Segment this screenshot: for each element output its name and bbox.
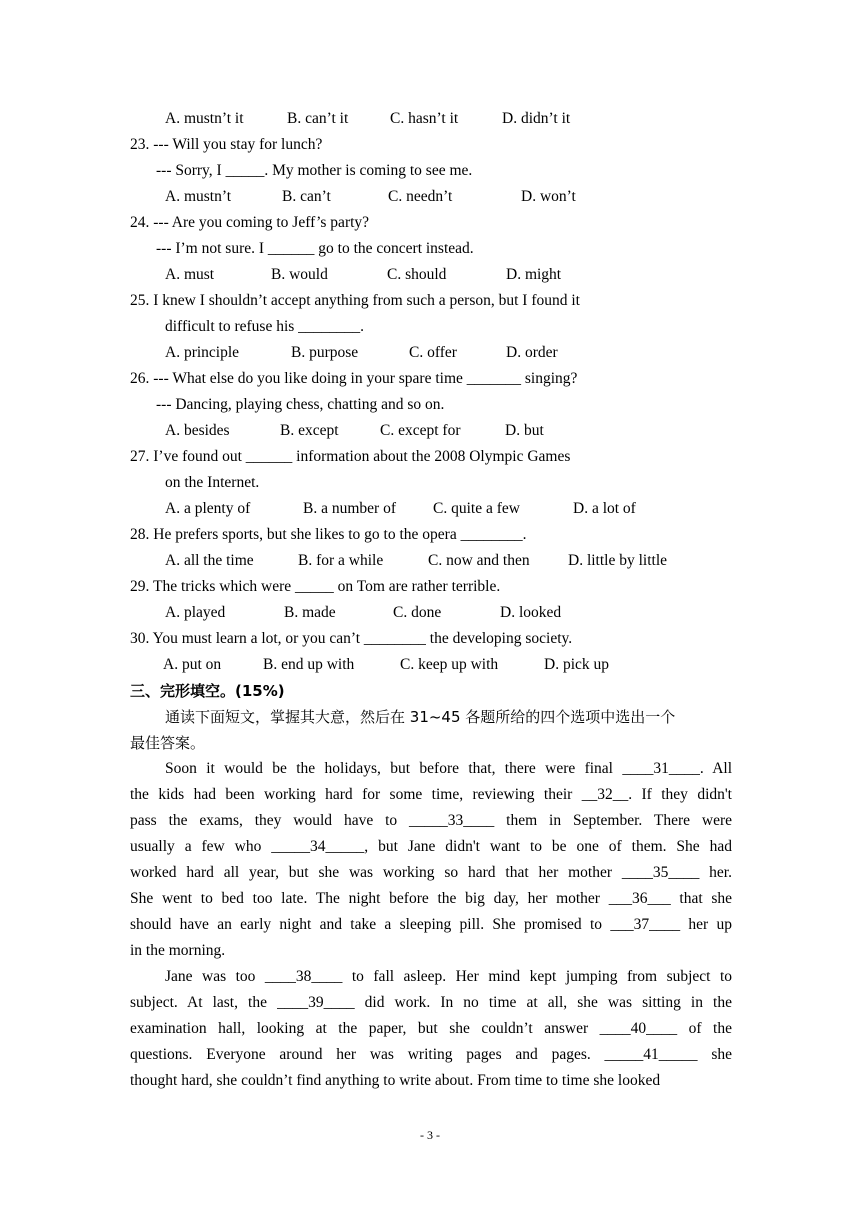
option-c: C. should <box>387 266 447 283</box>
q27-options <box>165 496 767 522</box>
passage-text: her up <box>680 916 732 933</box>
option-a: A. principle <box>165 344 240 361</box>
passage-line <box>165 756 732 782</box>
option-a: A. mustn’t it <box>165 110 244 127</box>
passage-line <box>130 1042 732 1068</box>
passage-text: , but Jane didn't want to be one of them. She had <box>364 838 732 855</box>
passage-text: Jane was too <box>165 968 265 985</box>
option-c: C. keep up with <box>400 656 499 673</box>
blank-39: ____39____ <box>277 994 355 1011</box>
passage-text: . All <box>699 760 732 777</box>
option-d: D. but <box>505 422 544 439</box>
passage-text: Soon it would be the holidays, but before that, there were final <box>165 760 623 777</box>
passage-line <box>130 808 732 834</box>
passage-line <box>130 834 732 860</box>
blank-31: ____31____ <box>622 760 700 777</box>
question-27: 27. I’ve found out ______ information about the 2008 Olympic Games <box>130 448 571 465</box>
passage-text: that she <box>670 890 732 907</box>
option-c: C. offer <box>409 344 457 361</box>
passage-text: of the <box>677 1020 732 1037</box>
blank-37: ___37____ <box>610 916 681 933</box>
section-heading: 三、完形填空。(15%) <box>130 682 285 700</box>
option-b: B. would <box>271 266 328 283</box>
option-d: D. won’t <box>521 188 576 205</box>
q26-options <box>165 418 767 444</box>
option-b: B. made <box>284 604 336 621</box>
instruction-line-1: 通读下面短文，掌握其大意，然后在 31~45 各题所给的四个选项中选出一个 <box>165 708 676 726</box>
passage-line <box>130 912 732 938</box>
option-b: B. for a while <box>298 552 384 569</box>
option-a: A. mustn’t <box>165 188 232 205</box>
question-28: 28. He prefers sports, but she likes to go to the opera ________. <box>130 526 527 543</box>
option-d: D. looked <box>500 604 562 621</box>
option-a: A. all the time <box>165 552 254 569</box>
q25-options <box>165 340 767 366</box>
question-27-cont: on the Internet. <box>165 474 260 491</box>
question-29: 29. The tricks which were _____ on Tom are rather terrible. <box>130 578 501 595</box>
instruction-line-2: 最佳答案。 <box>130 734 206 752</box>
passage-text: her. <box>699 864 732 881</box>
option-b: B. purpose <box>291 344 359 361</box>
passage-text: pass the exams, they would have to <box>130 812 410 829</box>
passage-text: questions. Everyone around her was writing pages and pages. <box>130 1046 605 1063</box>
question-24: 24. --- Are you coming to Jeff’s party? <box>130 214 370 231</box>
passage-text: usually a few who <box>130 838 272 855</box>
passage-text: examination hall, looking at the paper, but she couldn’t answer <box>130 1020 600 1037</box>
passage-line <box>130 938 732 964</box>
blank-36: ___36___ <box>608 890 671 907</box>
passage-text: in the morning. <box>130 942 226 959</box>
passage-line <box>130 782 732 808</box>
passage-text: she <box>697 1046 732 1063</box>
option-d: D. pick up <box>544 656 610 673</box>
passage-text: She went to bed too late. The night before the big day, her mother <box>130 890 609 907</box>
blank-33: _____33____ <box>409 812 495 829</box>
option-a: A. put on <box>163 656 222 673</box>
passage-text: did work. In no time at all, she was sitting in the <box>354 994 732 1011</box>
blank-38: ____38____ <box>264 968 343 985</box>
passage-line <box>130 990 732 1016</box>
option-c: C. quite a few <box>433 500 520 517</box>
blank-34: _____34_____ <box>271 838 365 855</box>
q30-options <box>163 652 765 678</box>
option-d: D. didn’t it <box>502 110 571 127</box>
option-b: B. except <box>280 422 339 439</box>
passage-line <box>165 964 732 990</box>
option-d: D. a lot of <box>573 500 636 517</box>
q23-options <box>165 184 767 210</box>
passage-text: the kids had been working hard for some time, reviewing their <box>130 786 582 803</box>
question-26-reply: --- Dancing, playing chess, chatting and so on. <box>156 396 445 413</box>
passage-text: them in September. There were <box>494 812 732 829</box>
option-d: D. order <box>506 344 558 361</box>
passage-text: worked hard all year, but she was working so hard that her mother <box>130 864 622 881</box>
question-30: 30. You must learn a lot, or you can’t ________ the developing society. <box>130 630 573 647</box>
question-25-cont: difficult to refuse his ________. <box>165 318 365 335</box>
passage-text: thought hard, she couldn’t find anything to write about. From time to time she looked <box>130 1072 661 1089</box>
passage-line <box>130 886 732 912</box>
option-c: C. needn’t <box>388 188 453 205</box>
q29-options <box>165 600 767 626</box>
question-25: 25. I knew I shouldn’t accept anything from such a person, but I found it <box>130 292 580 309</box>
passage-text: to fall asleep. Her mind kept jumping from subject to <box>342 968 733 985</box>
question-26: 26. --- What else do you like doing in your spare time _______ singing? <box>130 370 578 387</box>
option-b: B. can’t it <box>287 110 349 127</box>
q28-options <box>165 548 767 574</box>
passage-line <box>130 860 732 886</box>
option-b: B. end up with <box>263 656 355 673</box>
option-b: B. can’t <box>282 188 331 205</box>
q22-options <box>165 106 767 132</box>
option-b: B. a number of <box>303 500 396 517</box>
blank-41: _____41_____ <box>604 1046 698 1063</box>
option-d: D. little by little <box>568 552 668 569</box>
question-24-reply: --- I’m not sure. I ______ go to the concert instead. <box>156 240 474 257</box>
page-number: - 3 - <box>420 1128 440 1142</box>
passage-line <box>130 1068 732 1094</box>
q24-options <box>165 262 767 288</box>
option-a: A. besides <box>165 422 230 439</box>
blank-35: ____35____ <box>621 864 700 881</box>
option-c: C. hasn’t it <box>390 110 459 127</box>
option-c: C. done <box>393 604 442 621</box>
option-a: A. played <box>165 604 226 621</box>
passage-text: . If they didn't <box>628 786 732 803</box>
option-d: D. might <box>506 266 562 283</box>
passage-text: should have an early night and take a sleeping pill. She promised to <box>130 916 611 933</box>
passage-text: subject. At last, the <box>130 994 278 1011</box>
blank-32: __32__ <box>581 786 629 803</box>
option-c: C. now and then <box>428 552 530 569</box>
option-c: C. except for <box>380 422 461 439</box>
passage-line <box>130 1016 732 1042</box>
blank-40: ____40____ <box>599 1020 678 1037</box>
option-a: A. a plenty of <box>165 500 251 517</box>
option-a: A. must <box>165 266 215 283</box>
question-23: 23. --- Will you stay for lunch? <box>130 136 323 153</box>
question-23-reply: --- Sorry, I _____. My mother is coming to see me. <box>156 162 473 179</box>
